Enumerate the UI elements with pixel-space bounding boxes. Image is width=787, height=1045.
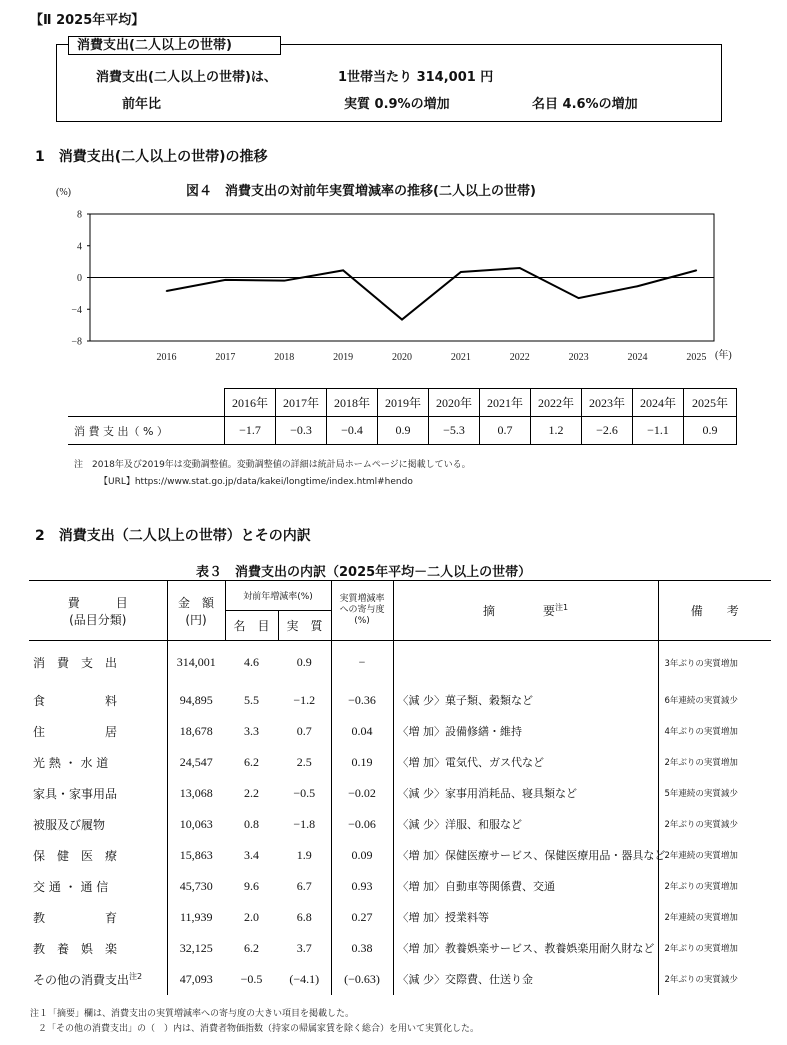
row-amount: 18,678 bbox=[167, 716, 225, 747]
summary-tab-label: 消費支出(二人以上の世帯) bbox=[68, 36, 281, 55]
summary-line1-right: 1世帯当たり 314,001 円 bbox=[338, 70, 494, 85]
row-remarks: 2年連続の実質増加 bbox=[658, 840, 771, 871]
row-item-label: 住 居 bbox=[33, 724, 118, 739]
row-real: −1.8 bbox=[293, 816, 316, 831]
chart-xlabel: (年) bbox=[715, 350, 732, 361]
row-item-label: 消 費 支 出 bbox=[33, 656, 118, 671]
row-remarks: 6年連続の実質減少 bbox=[658, 685, 771, 716]
summary-line2-right: 名目 4.6%の増加 bbox=[532, 97, 638, 112]
row-item bbox=[29, 871, 167, 902]
year-row-label: 消 費 支 出（ % ） bbox=[68, 417, 225, 445]
row-amount: 11,939 bbox=[167, 902, 225, 933]
row-nominal: 5.5 bbox=[244, 692, 259, 707]
line-chart bbox=[52, 200, 732, 370]
data-point bbox=[225, 279, 227, 281]
row-amount: 24,547 bbox=[167, 747, 225, 778]
x-tick-label: 2022 bbox=[509, 352, 530, 363]
data-point bbox=[166, 290, 168, 292]
row-remarks: 2年ぶりの実質増加 bbox=[658, 871, 771, 902]
table-row bbox=[29, 902, 771, 933]
header-nominal: 名 目 bbox=[225, 611, 278, 641]
row-remarks: 4年ぶりの実質増加 bbox=[658, 716, 771, 747]
year-value: −5.3 bbox=[429, 417, 480, 445]
year-value: −0.3 bbox=[276, 417, 327, 445]
summary-line2-mid: 実質 0.9%の増加 bbox=[344, 97, 450, 112]
chart-x-ticks bbox=[157, 352, 707, 363]
data-point bbox=[460, 271, 462, 273]
row-contrib: 0.93 bbox=[331, 871, 393, 902]
row-item bbox=[29, 716, 167, 747]
row-contrib: −0.06 bbox=[331, 809, 393, 840]
row-amount: 10,063 bbox=[167, 809, 225, 840]
data-point bbox=[696, 270, 698, 272]
row-nominal: 2.0 bbox=[244, 909, 259, 924]
row-contrib: 0.04 bbox=[331, 716, 393, 747]
data-point bbox=[578, 297, 580, 299]
year-value: 0.9 bbox=[378, 417, 429, 445]
data-point bbox=[283, 280, 285, 282]
x-tick-label: 2020 bbox=[392, 352, 412, 363]
row-nominal: 3.4 bbox=[244, 847, 259, 862]
row-nominal: 6.2 bbox=[244, 754, 259, 769]
expenditure-table bbox=[29, 580, 771, 995]
heading-2: 2 消費支出（二人以上の世帯）とその内訳 bbox=[35, 528, 311, 544]
row-item-note: 注2 bbox=[129, 971, 143, 981]
row-contrib: − bbox=[331, 641, 393, 685]
y-tick-label: −8 bbox=[71, 336, 82, 348]
header-amount-sub: (円) bbox=[185, 612, 207, 627]
row-amount: 32,125 bbox=[167, 933, 225, 964]
header-real: 実 質 bbox=[278, 611, 331, 641]
year-header: 2024年 bbox=[633, 389, 684, 417]
row-summary: 〈増 加〉保健医療サービス、保健医療用品・器具など bbox=[393, 840, 658, 871]
x-tick-label: 2017 bbox=[215, 352, 236, 363]
series-line bbox=[167, 268, 697, 320]
row-item-label: 教 養 娯 楽 bbox=[33, 941, 118, 956]
row-item bbox=[29, 747, 167, 778]
row-nominal: 4.6 bbox=[244, 655, 259, 670]
header-item-sub: (品目分類) bbox=[69, 612, 127, 627]
year-value: 0.9 bbox=[684, 417, 737, 445]
row-item bbox=[29, 933, 167, 964]
x-tick-label: 2023 bbox=[568, 352, 589, 363]
header-amount bbox=[167, 581, 225, 641]
header-rate: 対前年増減率(%) bbox=[225, 581, 331, 611]
y-tick-label: 8 bbox=[77, 209, 82, 221]
row-summary: 〈増 加〉設備修繕・維持 bbox=[393, 716, 658, 747]
row-remarks: 5年連続の実質減少 bbox=[658, 778, 771, 809]
heading-1: 1 消費支出(二人以上の世帯)の推移 bbox=[35, 149, 268, 165]
chart-ylabel: (%) bbox=[56, 187, 71, 198]
row-nominal: 6.2 bbox=[244, 940, 259, 955]
table-row bbox=[29, 840, 771, 871]
year-value: 0.7 bbox=[480, 417, 531, 445]
table-caption: 表３ 消費支出の内訳（2025年平均－二人以上の世帯） bbox=[196, 565, 532, 580]
row-item-label: 家具・家事用品 bbox=[33, 786, 118, 801]
row-remarks: 3年ぶりの実質増加 bbox=[658, 641, 771, 685]
table-row bbox=[29, 871, 771, 902]
table-row bbox=[29, 747, 771, 778]
year-value: −1.7 bbox=[225, 417, 276, 445]
row-remarks: 2年連続の実質増加 bbox=[658, 902, 771, 933]
year-header: 2018年 bbox=[327, 389, 378, 417]
x-tick-label: 2018 bbox=[274, 352, 295, 363]
row-real: 6.8 bbox=[296, 909, 312, 924]
row-item-label: 食 料 bbox=[33, 693, 118, 708]
row-item bbox=[29, 964, 167, 995]
row-real: 3.7 bbox=[296, 940, 312, 955]
chart-note: 注 2018年及び2019年は変動調整値。変動調整値の詳細は統計局ホームページに掲載している。 bbox=[74, 460, 471, 470]
year-table-header-row bbox=[68, 389, 737, 417]
y-tick-label: 0 bbox=[77, 273, 82, 284]
footnote-1: 注１「摘要」欄は、消費支出の実質増減率への寄与度の大きい項目を掲載した。 bbox=[30, 1009, 355, 1019]
row-summary: 〈減 少〉洋服、和服など bbox=[393, 809, 658, 840]
header-contrib: 実質増減率への寄与度(%) bbox=[331, 581, 393, 641]
table-row bbox=[29, 933, 771, 964]
header-summary-label: 摘 要 bbox=[482, 604, 555, 618]
row-item bbox=[29, 641, 167, 685]
y-tick-label: −4 bbox=[71, 304, 82, 316]
header-remarks: 備 考 bbox=[658, 581, 771, 641]
table-row bbox=[29, 716, 771, 747]
row-item bbox=[29, 809, 167, 840]
row-item-label: 保 健 医 療 bbox=[33, 848, 118, 863]
row-real: −0.5 bbox=[293, 785, 316, 800]
row-nominal: 2.2 bbox=[244, 785, 259, 800]
year-value: −2.6 bbox=[582, 417, 633, 445]
row-item-label: 交 通 ・ 通 信 bbox=[33, 879, 109, 894]
row-real: 1.9 bbox=[296, 847, 312, 862]
year-header: 2025年 bbox=[684, 389, 737, 417]
row-item bbox=[29, 685, 167, 716]
year-rate-table bbox=[68, 388, 737, 445]
chart-y-ticks bbox=[71, 210, 90, 348]
year-table-value-row bbox=[68, 417, 737, 445]
row-remarks: 2年ぶりの実質増加 bbox=[658, 747, 771, 778]
summary-line1-left: 消費支出(二人以上の世帯)は、 bbox=[96, 70, 277, 85]
row-contrib: 0.19 bbox=[331, 747, 393, 778]
row-item-label: その他の消費支出 bbox=[33, 972, 130, 987]
row-summary: 〈増 加〉電気代、ガス代など bbox=[393, 747, 658, 778]
row-contrib: 0.27 bbox=[331, 902, 393, 933]
year-header: 2019年 bbox=[378, 389, 429, 417]
x-tick-label: 2021 bbox=[450, 352, 471, 363]
header-item bbox=[29, 581, 167, 641]
row-nominal: −0.5 bbox=[240, 971, 263, 986]
row-real: 2.5 bbox=[296, 754, 312, 769]
row-remarks: 2年ぶりの実質減少 bbox=[658, 964, 771, 995]
year-value: 1.2 bbox=[531, 417, 582, 445]
row-contrib: 0.09 bbox=[331, 840, 393, 871]
row-contrib: −0.02 bbox=[331, 778, 393, 809]
table-row bbox=[29, 778, 771, 809]
y-tick-label: 4 bbox=[77, 241, 82, 253]
year-header: 2017年 bbox=[276, 389, 327, 417]
year-value: −1.1 bbox=[633, 417, 684, 445]
header-item-label: 費 目 bbox=[67, 595, 128, 610]
table-row bbox=[29, 964, 771, 995]
row-remarks: 2年ぶりの実質増加 bbox=[658, 933, 771, 964]
row-contrib: −0.36 bbox=[331, 685, 393, 716]
row-summary: 〈増 加〉自動車等関係費、交通 bbox=[393, 871, 658, 902]
table-row bbox=[29, 685, 771, 716]
x-tick-label: 2024 bbox=[627, 352, 648, 363]
row-contrib: (−0.63) bbox=[331, 964, 393, 995]
table-row bbox=[29, 809, 771, 840]
row-amount: 13,068 bbox=[167, 778, 225, 809]
x-tick-label: 2019 bbox=[333, 352, 354, 363]
year-header: 2021年 bbox=[480, 389, 531, 417]
year-header: 2023年 bbox=[582, 389, 633, 417]
figure-caption: 図４ 消費支出の対前年実質増減率の推移(二人以上の世帯) bbox=[186, 184, 536, 199]
data-point bbox=[637, 285, 639, 287]
data-point bbox=[342, 270, 344, 272]
row-item-label: 光 熱 ・ 水 道 bbox=[33, 755, 109, 770]
row-item bbox=[29, 840, 167, 871]
header-summary bbox=[393, 581, 658, 641]
row-summary: 〈減 少〉交際費、仕送り金 bbox=[393, 964, 658, 995]
row-real: 0.7 bbox=[296, 723, 312, 738]
row-amount: 94,895 bbox=[167, 685, 225, 716]
footnote-2: ２「その他の消費支出」の（ ）内は、消費者物価指数（持家の帰属家賃を除く総合）を用いて実質化した。 bbox=[38, 1024, 480, 1034]
row-real: 6.7 bbox=[296, 878, 312, 893]
chart-series bbox=[166, 267, 697, 320]
row-nominal: 9.6 bbox=[244, 878, 259, 893]
chart-grid bbox=[90, 214, 714, 341]
row-nominal: 0.8 bbox=[244, 816, 259, 831]
row-real: (−4.1) bbox=[289, 971, 320, 986]
year-value: −0.4 bbox=[327, 417, 378, 445]
data-point bbox=[401, 319, 403, 321]
row-item bbox=[29, 778, 167, 809]
section-label: 【Ⅱ 2025年平均】 bbox=[30, 13, 145, 28]
row-summary bbox=[393, 641, 658, 685]
table-row bbox=[29, 641, 771, 685]
x-tick-label: 2016 bbox=[156, 352, 177, 363]
year-header: 2020年 bbox=[429, 389, 480, 417]
row-amount: 45,730 bbox=[167, 871, 225, 902]
row-remarks: 2年ぶりの実質減少 bbox=[658, 809, 771, 840]
chart-url[interactable]: 【URL】https://www.stat.go.jp/data/kakei/longtime/index.html#hendo bbox=[99, 477, 413, 487]
row-contrib: 0.38 bbox=[331, 933, 393, 964]
row-nominal: 3.3 bbox=[244, 723, 259, 738]
header-summary-note: 注1 bbox=[554, 603, 569, 612]
row-summary: 〈減 少〉菓子類、穀類など bbox=[393, 685, 658, 716]
summary-line2-left: 前年比 bbox=[122, 97, 162, 112]
row-summary: 〈増 加〉授業料等 bbox=[393, 902, 658, 933]
x-tick-label: 2025 bbox=[686, 352, 707, 363]
row-amount: 47,093 bbox=[167, 964, 225, 995]
year-header: 2016年 bbox=[225, 389, 276, 417]
row-summary: 〈減 少〉家事用消耗品、寝具類など bbox=[393, 778, 658, 809]
data-point bbox=[519, 267, 521, 269]
row-item-label: 教 育 bbox=[33, 910, 118, 925]
row-item bbox=[29, 902, 167, 933]
row-amount: 314,001 bbox=[167, 641, 225, 685]
row-real: 0.9 bbox=[296, 655, 312, 670]
row-amount: 15,863 bbox=[167, 840, 225, 871]
row-item-label: 被服及び履物 bbox=[33, 817, 106, 832]
year-header: 2022年 bbox=[531, 389, 582, 417]
row-summary: 〈増 加〉教養娯楽サービス、教養娯楽用耐久財など bbox=[393, 933, 658, 964]
row-real: −1.2 bbox=[293, 692, 316, 707]
header-amount-label: 金 額 bbox=[177, 595, 214, 610]
